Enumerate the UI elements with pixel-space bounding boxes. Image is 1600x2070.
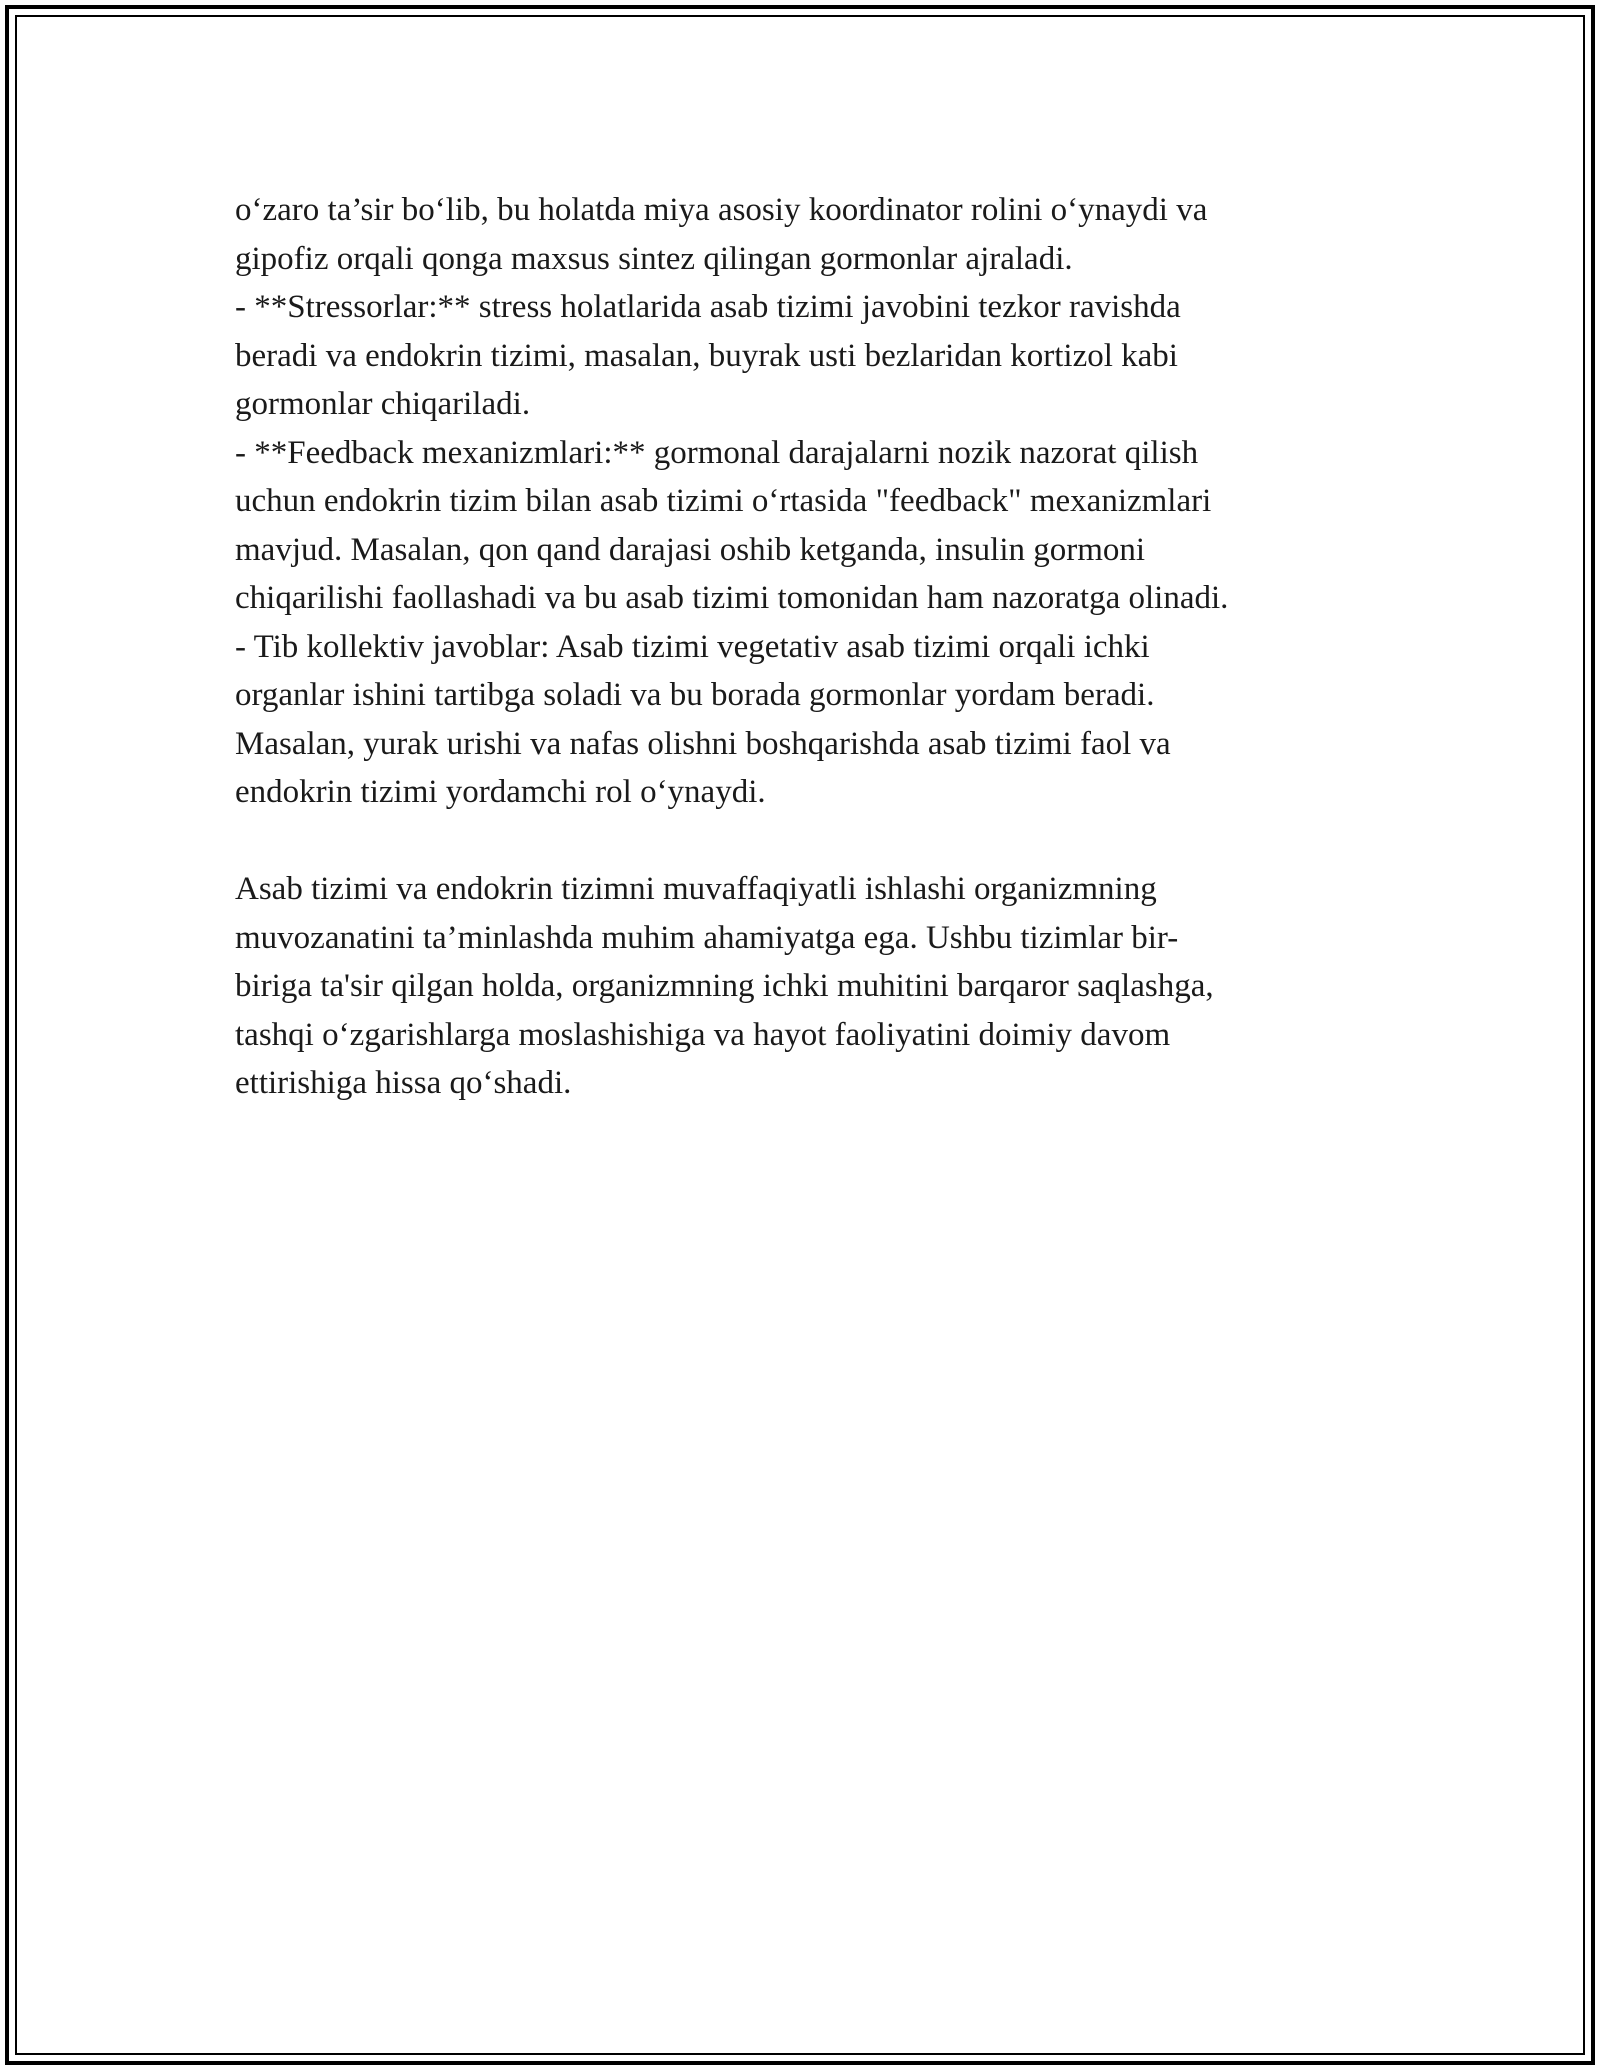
text-line: mavjud. Masalan, qon qand darajasi oshib ketganda, insulin gormoni [235, 531, 1146, 568]
text-line: tashqi o‘zgarishlarga moslashishiga va hayot faoliyatini doimiy davom [235, 1016, 1171, 1053]
text-line: biriga ta'sir qilgan holda, organizmning ichki muhitini barqaror saqlashga, [235, 968, 1214, 1004]
paragraph-gap [235, 817, 1385, 866]
text-line: organlar ishini tartibga soladi va bu borada gormonlar yordam beradi. [235, 677, 1155, 713]
text-line: ettirishiga hissa qo‘shadi. [235, 1065, 572, 1101]
text-line: o‘zaro ta’sir bo‘lib, bu holatda miya asosiy koordinator rolini o‘ynaydi va [235, 192, 1208, 228]
text-line: uchun endokrin tizim bilan asab tizimi o‘rtasida "feedback" mexanizmlari [235, 483, 1212, 519]
paragraph-conclusion [235, 865, 1385, 1108]
text-line: Masalan, yurak urishi va nafas olishni boshqarishda asab tizimi faol va [235, 725, 1171, 762]
text-line: Asab tizimi va endokrin tizimni muvaffaqiyatli ishlashi organizmning [235, 871, 1157, 907]
text-line: - **Stressorlar:** stress holatlarida asab tizimi javobini tezkor ravishda [235, 289, 1181, 325]
text-line: beradi va endokrin tizimi, masalan, buyrak usti bezlaridan kortizol kabi [235, 337, 1178, 374]
paragraph-list-block [235, 186, 1385, 817]
text-line: muvozanatini ta’minlashda muhim ahamiyatga ega. Ushbu tizimlar bir- [235, 919, 1179, 956]
text-line: gipofiz orqali qonga maxsus sintez qilingan gormonlar ajraladi. [235, 240, 1073, 277]
text-line: - **Feedback mexanizmlari:** gormonal darajalarni nozik nazorat qilish [235, 434, 1199, 471]
text-line: gormonlar chiqariladi. [235, 386, 531, 422]
text-line: endokrin tizimi yordamchi rol o‘ynaydi. [235, 774, 766, 810]
text-line: chiqarilishi faollashadi va bu asab tizimi tomonidan ham nazoratga olinadi. [235, 580, 1229, 616]
text-line: - Tib kollektiv javoblar: Asab tizimi vegetativ asab tizimi orqali ichki [235, 628, 1150, 665]
document-body [235, 186, 1385, 1108]
